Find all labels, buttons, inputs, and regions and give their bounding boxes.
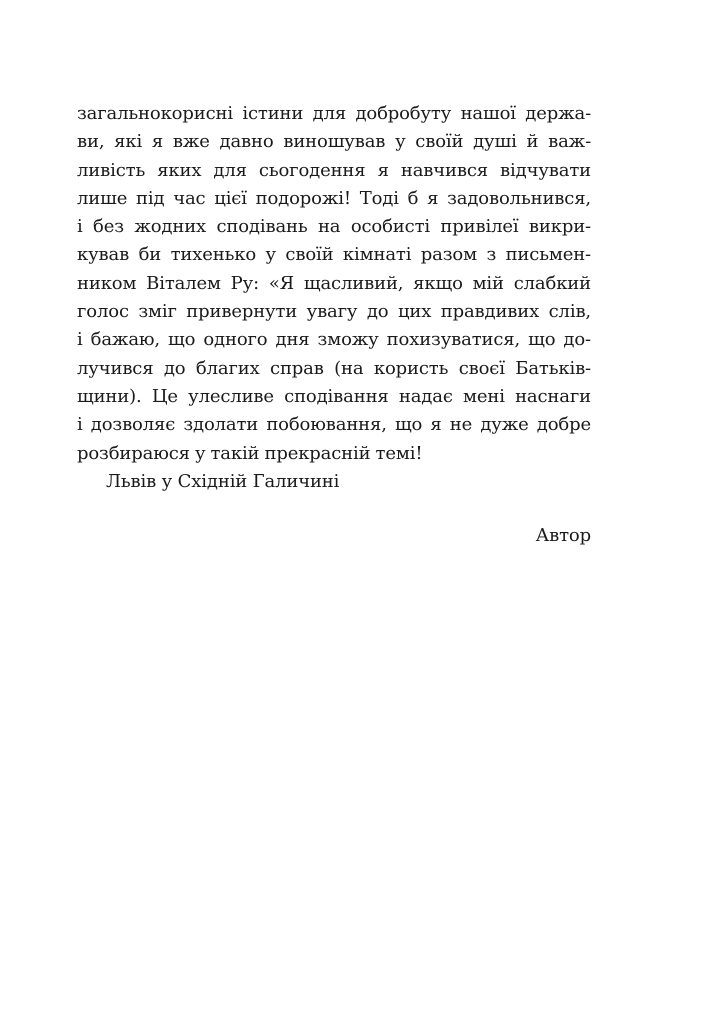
text-line: ником Віталем Ру: «Я щасливий, якщо мій слабкий xyxy=(77,272,591,294)
text-line: ви, які я вже давно виношував у своїй душі й важ- xyxy=(77,131,591,153)
text-line: ливість яких для сьогодення я навчився відчувати xyxy=(77,159,591,181)
text-line: розбираюся у такій прекрасній темі! xyxy=(77,442,423,464)
text-line: голос зміг привернути увагу до цих правдивих слів, xyxy=(77,301,591,323)
text-line: загальнокорисні істини для добробуту нашої держа- xyxy=(77,103,591,124)
text-line: лише під час цієї подорожі! Тоді б я задовольнився, xyxy=(77,187,591,209)
text-line: лучився до благих справ (на користь своєї Батьків- xyxy=(77,357,591,379)
text-line: щини). Це улесливе сподівання надає мені наснаги xyxy=(77,385,591,407)
text-line: і бажаю, що одного дня зможу похизуватися, що до- xyxy=(77,329,591,351)
text-line: і без жодних сподівань на особисті привілеї викри- xyxy=(77,216,591,238)
place-line: Львів у Східній Галичині xyxy=(106,470,340,492)
author-signature: Автор xyxy=(535,525,591,546)
text-line: і дозволяє здолати побоювання, що я не дуже добре xyxy=(77,414,591,436)
text-line: кував би тихенько у своїй кімнаті разом з письмен- xyxy=(77,244,591,266)
main-text xyxy=(77,100,591,496)
